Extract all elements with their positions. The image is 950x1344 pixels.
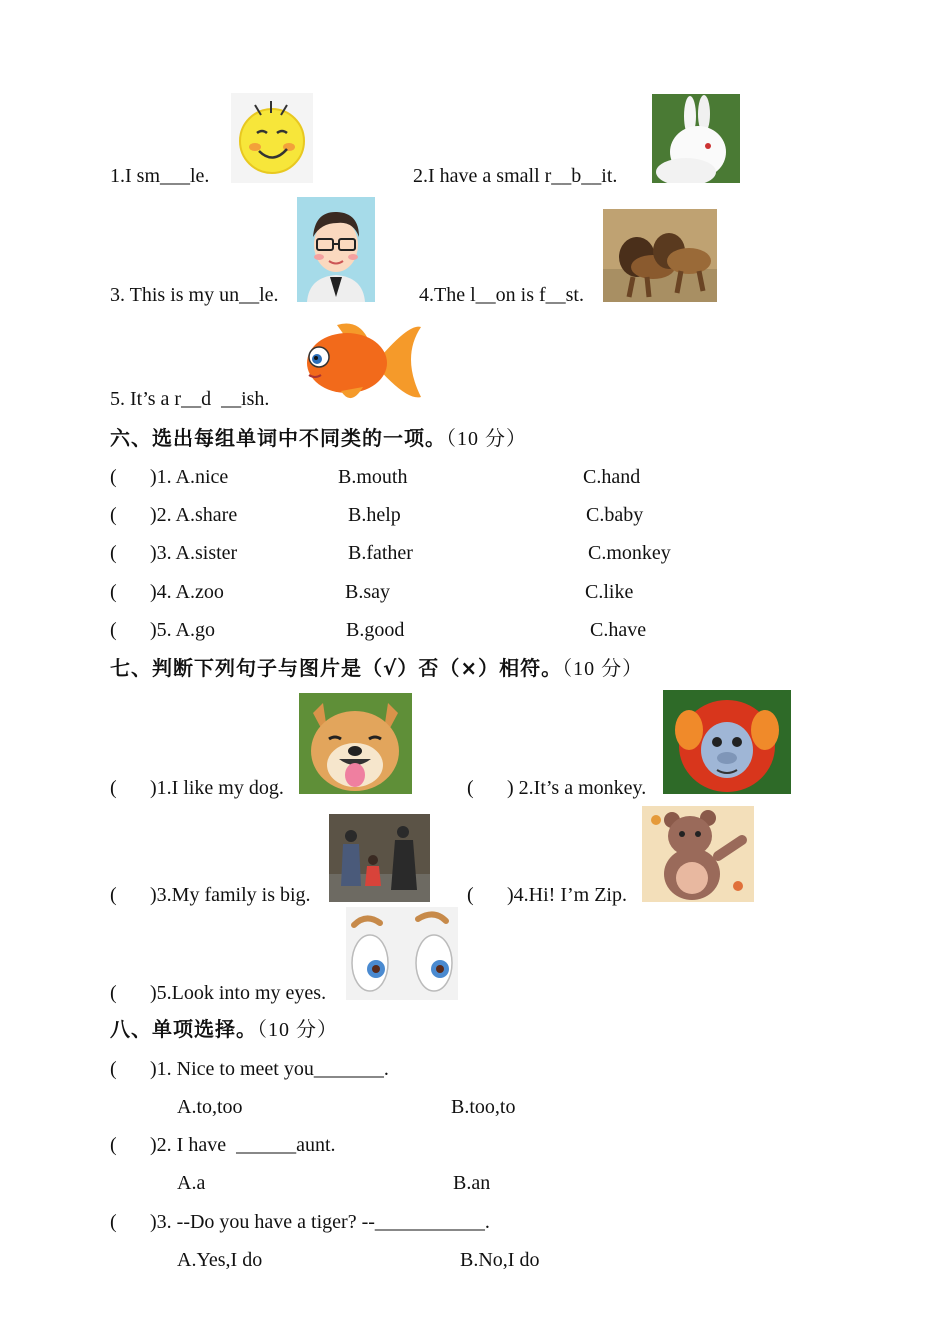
question-option-c: C.have	[590, 619, 647, 641]
bracket[interactable]: (	[110, 466, 117, 488]
zip-bear-picture	[642, 806, 754, 902]
eyes-picture	[346, 907, 458, 1000]
smiley-face-picture	[231, 93, 313, 183]
question-option-b: B.too,to	[451, 1096, 516, 1118]
question-option-a: A.to,too	[177, 1096, 243, 1118]
question-option-c: C.monkey	[588, 542, 671, 564]
dog-picture	[299, 693, 412, 794]
fill-item-5: 5. It’s a r__d __ish.	[110, 388, 270, 410]
question-option-a: A.Yes,I do	[177, 1249, 263, 1271]
judge-item-5: )5.Look into my eyes.	[150, 982, 327, 1004]
bracket[interactable]: (	[110, 982, 117, 1004]
fill-item-2: 2.I have a small r__b__it.	[413, 165, 618, 187]
monkey-picture	[663, 690, 791, 794]
family-picture	[329, 814, 430, 902]
goldfish-picture	[297, 317, 423, 408]
judge-item-3: )3.My family is big.	[150, 884, 311, 906]
uncle-picture	[297, 197, 375, 302]
question-option-a: )3. A.sister	[150, 542, 238, 564]
question-stem: )1. Nice to meet you_______.	[150, 1058, 389, 1080]
question-option-b: B.say	[345, 581, 390, 603]
judge-item-4: )4.Hi! I’m Zip.	[507, 884, 627, 906]
judge-item-1: )1.I like my dog.	[150, 777, 284, 799]
rabbit-picture	[652, 94, 740, 183]
judge-item-2: ) 2.It’s a monkey.	[507, 777, 647, 799]
bracket[interactable]: (	[110, 504, 117, 526]
question-option-a: A.a	[177, 1172, 206, 1194]
question-option-c: C.hand	[583, 466, 641, 488]
question-option-a: )2. A.share	[150, 504, 238, 526]
section-6-heading: 六、选出每组单词中不同类的一项。（10 分）	[110, 426, 527, 450]
section-8-heading: 八、单项选择。（10 分）	[110, 1017, 338, 1041]
question-option-b: B.mouth	[338, 466, 408, 488]
question-option-b: B.help	[348, 504, 401, 526]
question-option-c: C.like	[585, 581, 634, 603]
question-stem: )2. I have ______aunt.	[150, 1134, 336, 1156]
question-option-c: C.baby	[586, 504, 644, 526]
bracket[interactable]: (	[467, 777, 474, 799]
question-option-b: B.an	[453, 1172, 491, 1194]
fill-item-1: 1.I sm___le.	[110, 165, 210, 187]
fill-item-4: 4.The l__on is f__st.	[419, 284, 584, 306]
fill-item-3: 3. This is my un__le.	[110, 284, 279, 306]
bracket[interactable]: (	[110, 619, 117, 641]
question-option-b: B.No,I do	[460, 1249, 540, 1271]
bracket[interactable]: (	[110, 542, 117, 564]
section-7-heading: 七、判断下列句子与图片是（√）否（×）相符。（10 分）	[110, 656, 644, 680]
bracket[interactable]: (	[110, 884, 117, 906]
lions-picture	[603, 209, 717, 302]
bracket[interactable]: (	[110, 1058, 117, 1080]
question-stem: )3. --Do you have a tiger? --___________.	[150, 1211, 490, 1233]
bracket[interactable]: (	[467, 884, 474, 906]
bracket[interactable]: (	[110, 1211, 117, 1233]
bracket[interactable]: (	[110, 777, 117, 799]
question-option-a: )5. A.go	[150, 619, 215, 641]
question-option-b: B.good	[346, 619, 405, 641]
bracket[interactable]: (	[110, 581, 117, 603]
bracket[interactable]: (	[110, 1134, 117, 1156]
question-option-b: B.father	[348, 542, 413, 564]
question-option-a: )1. A.nice	[150, 466, 229, 488]
question-option-a: )4. A.zoo	[150, 581, 224, 603]
